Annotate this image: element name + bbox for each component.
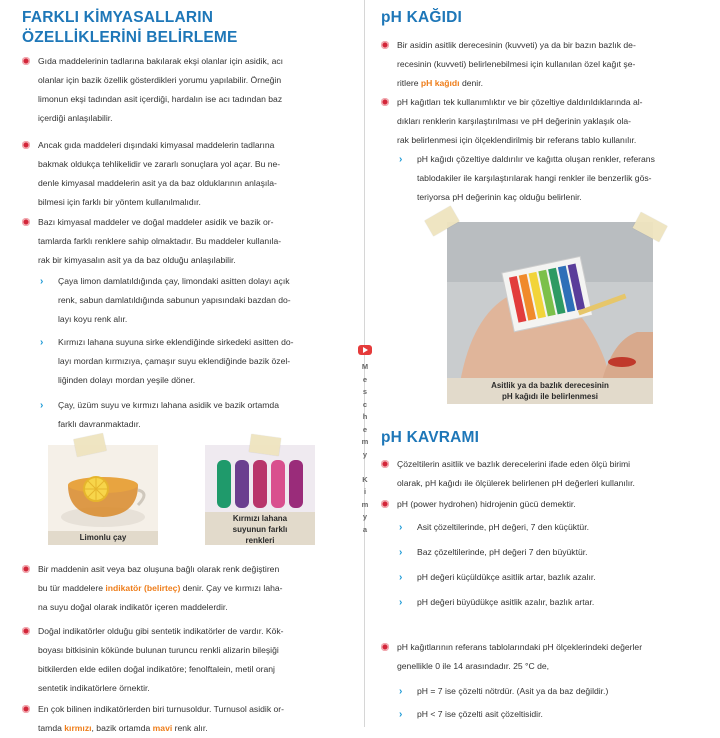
line: tamlarda farklı renklere sahip olmaktadır. Bu maddeler kullanıla- (38, 236, 282, 246)
line: bitkilerden elde edilen doğal indikatöre; fenolftalein, metil oranj (38, 664, 275, 674)
line: Bazı kimyasal maddeler ve doğal maddeler asidik ve bazik or- (38, 217, 274, 227)
line (397, 74, 716, 93)
list-item (399, 518, 716, 543)
line: pH < 7 ise çözelti asit çözeltisidir. (417, 709, 543, 719)
chevron-right-icon: › (399, 154, 403, 165)
sidebar-letter: h (362, 412, 368, 421)
keyword-indicator: indikatör (belirteç) (105, 583, 181, 593)
line: pH (power hydrohen) hidrojenin gücü demektir. (397, 499, 576, 509)
sidebar-letter: M (361, 362, 369, 371)
sidebar-letter: e (362, 424, 368, 434)
line: Bir asidin asitlik derecesinin (kuvveti) ya da bir bazın bazlık de- (397, 40, 636, 50)
text: ritlere (397, 78, 421, 88)
line: Asit çözeltilerinde, pH değeri, 7 den küçüktür. (417, 522, 589, 532)
photo-caption: Limonlu çay (48, 531, 158, 545)
line: liğinden dolayı mordan yeşile döner. (58, 375, 196, 385)
sidebar-letter: m (361, 437, 369, 446)
list-item (399, 593, 716, 618)
line: Çözeltilerin asitlik ve bazlık derecelerini ifade eden ölçü birimi (397, 459, 631, 469)
line: pH değeri büyüdükçe asitlik azalır, bazlık artar. (417, 597, 595, 607)
title-line-1: FARKLI KİMYASALLARIN (22, 9, 214, 26)
left-column (0, 0, 355, 733)
line: tablodakiler ile karşılaştırılarak hangi renkler ile benzerlik gös- (417, 173, 652, 183)
sidebar-letter: i (363, 487, 367, 496)
section-title-ph-paper (381, 8, 462, 28)
list-item (399, 543, 716, 568)
text: renk alır. (172, 723, 208, 733)
line: recesinin (kuvveti) belirlenebilmesi için kullanılan özel kağıt şe- (397, 59, 636, 69)
line: rak belirlenmesi için ölçeklendirilmiş bir referans tablo kullanılır. (397, 135, 637, 145)
bullet-paragraph-3 (22, 213, 352, 270)
sidebar-letter: e (362, 374, 368, 384)
right-column (377, 0, 720, 727)
line: genellikle 0 ile 14 arasındadır. 25 °C de, (397, 661, 550, 671)
chevron-right-icon: › (40, 337, 44, 348)
line: dıkları renklerin karşılaştırılması ve pH değerinin yaklaşık ola- (397, 116, 632, 126)
caption-line: Asitlik ya da bazlık derecesinin (491, 381, 609, 390)
line: teriyorsa pH değerinin kaç olduğu belirlenir. (417, 192, 582, 202)
sidebar-letter: y (362, 512, 368, 521)
list-item (399, 682, 716, 705)
red-cabbage-photo (205, 445, 315, 545)
bullet-dot-icon (22, 141, 30, 149)
text: tamda (38, 723, 65, 733)
chevron-right-icon: › (399, 597, 403, 608)
sidebar-letter: m (361, 499, 369, 509)
line: boyası bitkisinin kökünde bulunan turuncu renkli alizarin bileşiği (38, 645, 279, 655)
sub-item-1 (40, 272, 352, 329)
keyword-ph-paper: pH kağıdı (420, 78, 460, 88)
line: Çay, üzüm suyu ve kırmızı lahana asidik ve bazik ortamda (58, 400, 279, 410)
text: denir. Çay ve kırmızı laha- (180, 583, 283, 593)
line: Doğal indikatörler olduğu gibi sentetik indikatörler de vardır. Kök- (38, 626, 284, 636)
line: rak bir kimyasalın asit ya da baz olduğu anlaşılabilir. (38, 255, 236, 265)
chevron-right-icon: › (399, 709, 403, 720)
photo-caption (447, 378, 653, 404)
bullet-dot-icon (381, 460, 389, 468)
r-bullet-3 (381, 455, 716, 493)
bullet-paragraph-2 (22, 136, 352, 212)
bullet-dot-icon (22, 57, 30, 65)
caption-line: suyunun farklı (232, 525, 288, 534)
line: limonun ekşi tadından asit içerdiği, hardalın ise acı tadından baz (38, 94, 283, 104)
keyword-red: kırmızı (64, 723, 92, 733)
ph-paper-image (447, 222, 653, 404)
line: içerdiği anlaşılabilir. (38, 113, 113, 123)
chevron-right-icon: › (399, 547, 403, 558)
line: pH kağıtlarının referans tablolarındaki pH ölçeklerindeki değerler (397, 642, 643, 652)
chevron-right-icon: › (399, 572, 403, 583)
bullet-dot-icon (22, 218, 30, 226)
bullet-dot-icon (381, 41, 389, 49)
line: pH kağıdı çözeltiye daldırılır ve kağıtta oluşan renkler, referans (417, 154, 655, 164)
line: Çaya limon damlatıldığında çay, limondaki asitten dolayı açık (58, 276, 290, 286)
section-title-left (22, 8, 238, 48)
line: Gıda maddelerinin tadlarına bakılarak ekşi olanlar için asidik, acı (38, 56, 284, 66)
r-bullet-4 (381, 495, 716, 514)
caption-line: pH kağıdı ile belirlenmesi (501, 392, 599, 401)
line: pH değeri küçüldükçe asitlik artar, bazlık azalır. (417, 572, 596, 582)
line: Kırmızı lahana suyuna sirke eklendiğinde sirkedeki asitten do- (58, 337, 294, 347)
line: renk, sabun damlatıldığında sabunun yapısındaki bazdan do- (58, 295, 291, 305)
line: denle kimyasal maddelerin asit ya da baz olduklarının anlaşıla- (38, 178, 277, 188)
line: olarak, pH kağıdı ile ölçülerek belirlenen pH değerleri kullanılır. (397, 478, 635, 488)
sidebar-letter: y (362, 449, 368, 459)
sub-item-2 (40, 333, 352, 390)
line (38, 719, 352, 738)
line: sentetik indikatörlere örnektir. (38, 683, 150, 693)
bullet-dot-icon (381, 98, 389, 106)
line: Baz çözeltilerinde, pH değeri 7 den büyüktür. (417, 547, 588, 557)
r-sub-list-2 (399, 682, 716, 728)
line: farklı davranmaktadır. (58, 419, 141, 429)
r-bullet-1 (381, 36, 716, 93)
text: denir. (459, 78, 483, 88)
r-sub-list (399, 518, 716, 618)
keyword-blue: mavi (152, 723, 173, 733)
line: pH kağıtları tek kullanımlıktır ve bir çözeltiye daldırıldıklarında al- (397, 97, 643, 107)
text: , bazik ortamda (91, 723, 153, 733)
title-ph-paper: pH KAĞIDI (381, 9, 463, 26)
line: pH = 7 ise çözelti nötrdür. (Asit ya da baz değildir.) (417, 686, 609, 696)
text: bu tür maddelere (38, 583, 106, 593)
line: bakmak oldukça tehlikelidir ve zararlı sonuçlara yol açar. Bu ne- (38, 159, 281, 169)
sidebar-letter: c (362, 399, 368, 409)
sidebar-letter: a (362, 524, 368, 534)
list-item (399, 705, 716, 728)
chevron-right-icon: › (399, 686, 403, 697)
ph-paper-photo (447, 222, 653, 404)
r-sub-1 (399, 150, 716, 207)
bullet-paragraph-4 (22, 560, 352, 617)
bullet-dot-icon (381, 643, 389, 651)
chevron-right-icon: › (399, 522, 403, 533)
bullet-dot-icon (22, 565, 30, 573)
video-play-icon[interactable] (358, 345, 372, 355)
line (38, 579, 352, 598)
sidebar-letter: s (362, 387, 368, 396)
line: layı koyu renk alır. (58, 314, 128, 324)
bullet-paragraph-1 (22, 52, 352, 128)
r-bullet-2 (381, 93, 716, 150)
line: Bir maddenin asit veya baz oluşuna bağlı olarak renk değiştiren (38, 564, 280, 574)
section-title-ph-concept (381, 428, 479, 448)
bullet-dot-icon (381, 500, 389, 508)
line: Ancak gıda maddeleri dışındaki kimyasal maddelerin tadlarına (38, 140, 275, 150)
line: na suyu doğal olarak indikatör içeren maddelerdir. (38, 602, 228, 612)
bullet-paragraph-6 (22, 700, 352, 738)
lemon-tea-image (48, 445, 158, 545)
line: olanlar için bazik özellik gösterdikleri yorumu yapılabilir. Örneğin (38, 75, 282, 85)
sidebar-letter: K (362, 474, 368, 484)
bullet-dot-icon (22, 705, 30, 713)
title-line-2: ÖZELLİKLERİNİ BELİRLEME (22, 29, 238, 46)
chevron-right-icon: › (40, 400, 44, 411)
bullet-dot-icon (22, 627, 30, 635)
lemon-tea-photo (48, 445, 158, 545)
list-item (399, 568, 716, 593)
line: bilmesi için farklı bir yöntem kullanılmalıdır. (38, 197, 201, 207)
line: layı mordan kırmızıya, çamaşır suyu eklendiğinde bazik özel- (58, 356, 291, 366)
caption-line: Kırmızı lahana (232, 514, 288, 523)
caption-line: renkleri (245, 536, 275, 545)
sub-item-3 (40, 396, 352, 434)
photo-caption (205, 512, 315, 545)
r-bullet-5 (381, 638, 716, 676)
title-ph-concept: pH KAVRAMI (381, 429, 480, 446)
line: En çok bilinen indikatörlerden biri turnusoldur. Turnusol asidik or- (38, 704, 285, 714)
chevron-right-icon: › (40, 276, 44, 287)
bullet-paragraph-5 (22, 622, 352, 698)
